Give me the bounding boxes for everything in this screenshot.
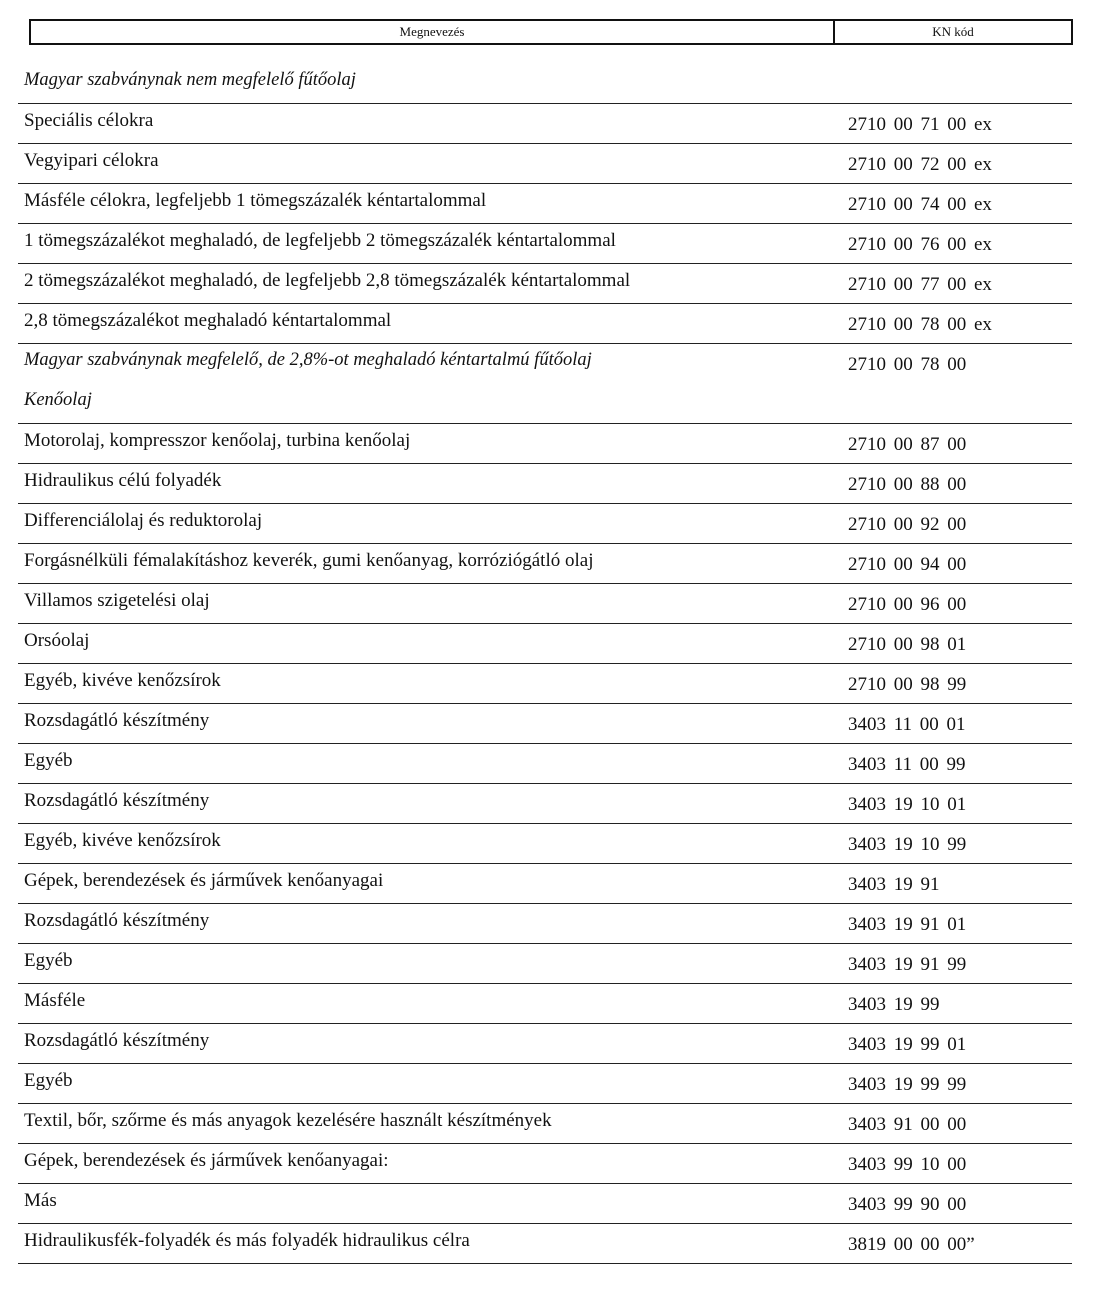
table-row (18, 504, 1072, 544)
row-kn-code: 2710 00 78 00 (848, 354, 967, 375)
table-row (18, 944, 1072, 984)
row-description: Vegyipari célokra (24, 150, 159, 171)
table-row (18, 1224, 1072, 1264)
row-kn-code: 2710 00 98 01 (848, 634, 967, 655)
row-description: Egyéb, kivéve kenőzsírok (24, 830, 221, 851)
header-code-column: KN kód (932, 24, 974, 39)
row-description: Magyar szabványnak megfelelő, de 2,8%-ot meghaladó kéntartalmú fűtőolaj (24, 350, 592, 370)
row-kn-code: 3403 19 99 99 (848, 1074, 967, 1095)
table-row (18, 544, 1072, 584)
row-kn-code: 3403 99 10 00 (848, 1154, 967, 1175)
row-kn-code: 2710 00 77 00 ex (848, 274, 992, 295)
row-description: Orsóolaj (24, 630, 90, 651)
row-description: Villamos szigetelési olaj (24, 590, 210, 611)
table-row (18, 984, 1072, 1024)
row-description: Rozsdagátló készítmény (24, 710, 210, 731)
row-kn-code: 2710 00 98 99 (848, 674, 967, 695)
row-kn-code: 2710 00 94 00 (848, 554, 967, 575)
row-kn-code: 3403 91 00 00 (848, 1114, 967, 1135)
row-description: 1 tömegszázalékot meghaladó, de legfeljebb 2 tömegszázalék kéntartalommal (24, 230, 616, 251)
row-description: Más (24, 1190, 57, 1211)
table-row (18, 184, 1072, 224)
row-description: Differenciálolaj és reduktorolaj (24, 510, 263, 531)
header-name-column: Megnevezés (31, 21, 835, 43)
table-body (18, 64, 1072, 1264)
row-description: Egyéb (24, 1070, 73, 1091)
row-kn-code: 2710 00 71 00 ex (848, 114, 992, 135)
row-description: Másféle (24, 990, 86, 1011)
table-row (18, 904, 1072, 944)
row-kn-code: 3403 11 00 99 (848, 754, 966, 775)
row-kn-code: 3403 19 99 01 (848, 1034, 967, 1055)
table-row (18, 464, 1072, 504)
row-kn-code: 3403 19 91 99 (848, 954, 967, 975)
row-description: Kenőolaj (24, 390, 92, 410)
row-description: Hidraulikusfék-folyadék és más folyadék hidraulikus célra (24, 1230, 470, 1251)
row-kn-code: 3403 19 91 01 (848, 914, 967, 935)
row-description: Rozsdagátló készítmény (24, 1030, 210, 1051)
row-description: Magyar szabványnak nem megfelelő fűtőolaj (24, 70, 356, 90)
table-row (18, 864, 1072, 904)
table-row (18, 1104, 1072, 1144)
row-description: Egyéb, kivéve kenőzsírok (24, 670, 221, 691)
row-description: Textil, bőr, szőrme és más anyagok kezelésére használt készítmények (24, 1110, 552, 1131)
table-row (18, 664, 1072, 704)
table-row (18, 1024, 1072, 1064)
row-description: 2,8 tömegszázalékot meghaladó kéntartalommal (24, 310, 392, 331)
row-kn-code: 2710 00 96 00 (848, 594, 967, 615)
section-heading-row (18, 384, 1072, 424)
table-row (18, 424, 1072, 464)
row-kn-code: 2710 00 76 00 ex (848, 234, 992, 255)
row-description: Forgásnélküli fémalakításhoz keverék, gumi kenőanyag, korróziógátló olaj (24, 550, 594, 571)
row-kn-code: 2710 00 87 00 (848, 434, 967, 455)
table-row (18, 1064, 1072, 1104)
row-kn-code: 2710 00 88 00 (848, 474, 967, 495)
table-row (18, 584, 1072, 624)
row-kn-code: 3403 19 99 (848, 994, 940, 1015)
table-row (18, 264, 1072, 304)
table-row (18, 704, 1072, 744)
row-kn-code: 2710 00 72 00 ex (848, 154, 992, 175)
row-kn-code: 3403 19 91 (848, 874, 940, 895)
row-description: Rozsdagátló készítmény (24, 790, 210, 811)
table-row (18, 824, 1072, 864)
table-row (18, 104, 1072, 144)
row-description: Egyéb (24, 750, 73, 771)
table-row (18, 744, 1072, 784)
row-kn-code: 3403 11 00 01 (848, 714, 966, 735)
row-description: 2 tömegszázalékot meghaladó, de legfeljebb 2,8 tömegszázalék kéntartalommal (24, 270, 631, 291)
row-kn-code: 3403 19 10 99 (848, 834, 967, 855)
row-description: Speciális célokra (24, 110, 154, 131)
row-description: Gépek, berendezések és járművek kenőanyagai: (24, 1150, 389, 1171)
table-row (18, 224, 1072, 264)
row-description: Hidraulikus célú folyadék (24, 470, 222, 491)
row-kn-code: 2710 00 92 00 (848, 514, 967, 535)
section-heading-row (18, 344, 1072, 384)
table-row (18, 624, 1072, 664)
row-description: Gépek, berendezések és járművek kenőanyagai (24, 870, 384, 891)
row-description: Egyéb (24, 950, 73, 971)
table-row (18, 144, 1072, 184)
row-description: Motorolaj, kompresszor kenőolaj, turbina kenőolaj (24, 430, 411, 451)
table-row (18, 304, 1072, 344)
table-row (18, 1184, 1072, 1224)
section-heading-row (18, 64, 1072, 104)
table-row (18, 1144, 1072, 1184)
row-kn-code: 3403 19 10 01 (848, 794, 967, 815)
row-description: Másféle célokra, legfeljebb 1 tömegszázalék kéntartalommal (24, 190, 487, 211)
table-row (18, 784, 1072, 824)
row-description: Rozsdagátló készítmény (24, 910, 210, 931)
table-header (29, 19, 1073, 45)
row-kn-code: 3403 99 90 00 (848, 1194, 967, 1215)
row-kn-code: 2710 00 78 00 ex (848, 314, 992, 335)
row-kn-code: 3819 00 00 00” (848, 1234, 975, 1255)
row-kn-code: 2710 00 74 00 ex (848, 194, 992, 215)
